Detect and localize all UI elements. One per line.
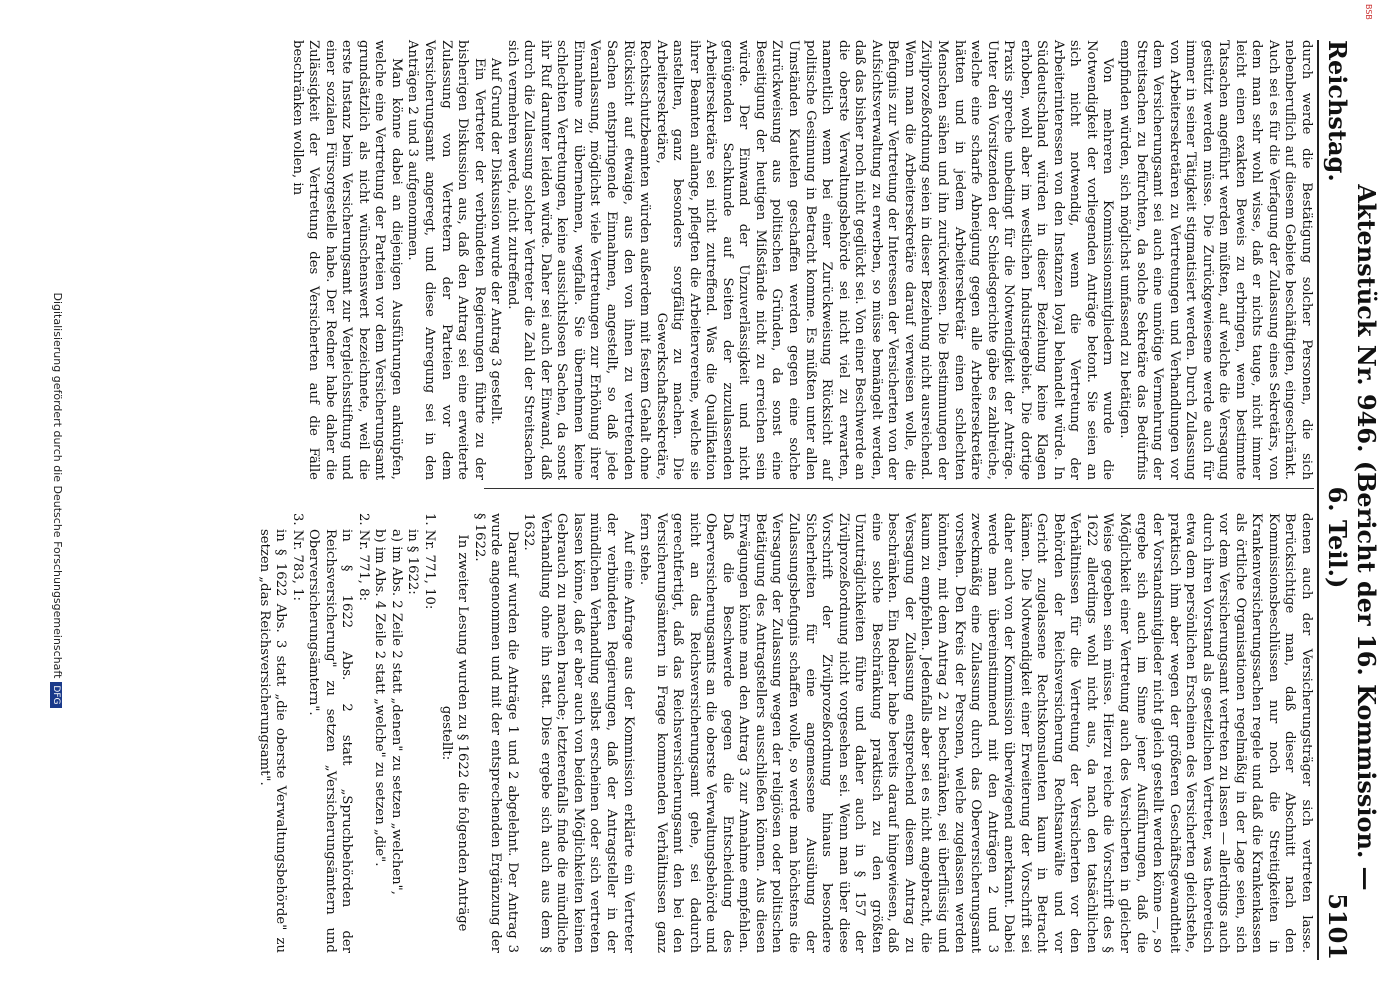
corner-mark: BSB: [1364, 4, 1373, 20]
paragraph: denen auch der Versicherungsträger sich vertreten lasse. Berücksichtige man, daß dieser Abschnitt nach den Kommissionsbeschlüssen nur noch die Streitigkeiten in Krankenversicherungssachen regele und daß die Krankenkassen als örtliche Organisationen regelmäßig in der Lage seien, sich vor dem Versicherungsamt vertreten zu lassen — allerdings auch durch ihren Vorstand als gesetzlichen Vertreter, was theoretisch etwa dem persönlichen Erscheinen des Versicherten gleichstehe, praktisch ihm aber wegen der größeren Geschäftsgewandtheit der Vorstandsmitglieder nicht gleich gestellt werden könne —, so ergebe sich auch im Sinne jener Ausführungen, daß die Möglichkeit einer Vertretung auch des Versicherten in gleicher Weise gegeben sein müsse. Hierzu reiche die Vorschrift des § 1622 allerdings wohl nicht aus, da nach den tatsächlichen Verhältnissen für die Vertretung der Versicherten vor den Behörden der Reichsversicherung Rechtsanwälte und vor Gericht zugelassene Rechtskonsulenten kaum in Betracht kämen. Die Notwendigkeit einer Erweiterung der Vorschrift sei daher auch von der Kommission überwiegend anerkannt. Dabei werde man übereinstimmend mit den Anträgen 2 und 3 zweckmäßig eine Zulassung durch das Oberversicherungsamt vorsehen. Den Kreis der Personen, welche zugelassen werden könnten, mit dem Antrag 2 zu beschränken, sei überflüssig und kaum zu empfehlen. Jedenfalls aber sei es nicht angebracht, die Versagung der Zulassung entsprechend diesem Antrag zu beschränken. Ein Redner habe bereits darauf hingewiesen, daß eine solche Beschränkung praktisch zu den größten Unzuträglichkeiten führe und daher auch in § 157 der Zivilprozeßordnung nicht vorgesehen sei. Wenn man über diese Vorschrift der Zivilprozeßordnung hinaus besondere Sicherheiten für eine angemessene Ausübung der Zulassungsbefugnis schaffen wolle, so werde man höchstens die Versagung der Zulassung wegen der religiösen oder politischen Betätigung des Antragstellers ausschließen können. Aus diesen Erwägungen könne man den Antrag 3 zur Annahme empfehlen. Daß die Beschwerde gegen die Entscheidung des Oberversicherungsamts an die oberste Verwaltungsbehörde und nicht an das Reichsversicherungsamt gehe, sei dadurch gerechtfertigt, daß das Reichsversicherungsamt den bei den Versicherungsämtern in Frage kommenden Verhältnissen ganz fern stehe.: [637, 513, 1314, 953]
amendment-item: 2. Nr. 771, 8:: [355, 513, 371, 601]
paragraph: In zweiter Lesung wurden zu § 1622 die folgenden Anträge gestellt:: [438, 534, 471, 932]
paragraph: Man könne dabei an diejenigen Ausführungen anknüpfen, welche eine Vertretung der Parteien vor dem Versicherungsamt grundsätzlich als nicht wünschenswert bezeichnete, weil die erste Instanz beim Versicherungsamt zur Vergleichsstiftung und einer sozialen Fürsorgestelle habe. Der Redner habe daher die Zulässigkeit der Vertretung des Versicherten auf die Fälle beschränken wollen, in: [289, 40, 404, 480]
paragraph: Von mehreren Kommissionsmitgliedern wurde die Notwendigkeit der vorliegenden Anträge betont. Sie seien an sich nicht notwendig, wenn die Vertretung der Arbeiterinteressen von den Instanzen loyal behandelt würde. In Süddeutschland würden in dieser Beziehung keine Klagen erhoben, wohl aber im westlichen Industriegebiet. Die dortige Praxis spreche unbedingt für die Notwendigkeit der Anträge. Unter den Vorsitzenden der Schiedsgerichte gäbe es zahlreiche, welche eine scharfe Abneigung gegen alle Arbeitersekretäre hätten und in jedem Arbeitersekretär einen schlechten Menschen sähen und ihn zurückwiesen. Die Bestimmungen der Zivilprozeßordnung seien in dieser Beziehung nicht ausreichend. Wenn man die Arbeitersekretäre darauf verweisen wolle, die Befugnis zur Vertretung der Interessen der Versicherten von der Aufsichtsverwaltung zu erwerben, so müsse bemängelt werden, daß das bisher noch nicht geglückt sei. Von einer Beschwerde an die oberste Verwaltungsbehörde sei nicht viel zu erwarten, namentlich wenn bei einer Zurückweisung Rücksicht auf politische Gesinnung in Betracht komme. Es müßten unter allen Umständen Kautelen geschaffen werden gegen eine solche Zurückweisung aus politischen Gründen, da sonst eine Beseitigung der heutigen Mißstände nicht zu erreichen sein würde. Der Einwand der Unzuverlässigkeit und nicht genügenden Sachkunde auf Seiten der zuzulassenden Arbeitersekretäre sei nicht zutreffend. Was die Qualifikation ihrer Beamten anlange, pflegten die Arbeitervereine, welche sie anstellten, ganz besonders sorgfältig zu machen. Die Arbeitersekretäre, Gewerkschaftssekretäre, Rechtsschutzbeamten würden außerdem mit festem Gehalt ohne Rücksicht auf etwaige, aus den von ihnen zu vertretenden Sachen entspringende Einnahmen, angestellt, so daß jede Veranlassung, möglichst viele Vertretungen zur Erhöhung ihrer Einnahme zu übernehmen, wegfalle. Sie übernehmen keine schlechten Vertretungen, keine aussichtslosen Sachen, da sonst ihr Ruf darunter leiden würde. Daher sei auch der Einwand, daß durch die Zulassung solcher Vertreter die Zahl der Streitsachen sich vermehren werde, nicht zutreffend.: [504, 40, 1116, 480]
amendment-item: in § 1622 Abs. 2 statt „Spruchbehörden der Reichsversicherung" zu setzen „Versicherungsämtern und Oberversicherungsämtern".: [306, 529, 355, 953]
right-column: [255, 513, 1314, 953]
dfg-logo: DFG: [50, 682, 62, 707]
digitization-footer: [50, 0, 64, 1000]
footer-text: Digitalisierung gefördert durch die Deutsche Forschungsgemeinschaft: [51, 292, 64, 679]
header-center: Aktenstück Nr. 946. (Bericht der 16. Kommission. — 6. Teil.): [1323, 184, 1381, 891]
paragraph: Auf eine Anfrage aus der Kommission erklärte ein Vertreter der verbündeten Regierungen, daß der Antragsteller in der mündlichen Verhandlung selbst erscheinen oder sich vertreten lassen könne, daß er aber auch von beiden Möglichkeiten keinen Gebrauch zu machen brauche; letzterenfalls finde die mündliche Verhandlung ohne ihn statt. Dies ergebe sich auch aus dem § 1632.: [521, 513, 636, 953]
amendment-item: b) im Abs. 4 Zeile 2 statt „welche" zu setzen „die".: [372, 529, 388, 867]
left-column: [288, 40, 1314, 480]
amendment-item: 3. Nr. 783, 1:: [289, 513, 305, 601]
amendment-item: in § 1622 Abs. 3 statt „die oberste Verwaltungsbehörde" zu setzen „das Reichsversicherungsamt".: [256, 529, 289, 953]
header-left: Reichstag.: [1323, 40, 1352, 182]
column-divider: [484, 488, 1314, 489]
page-number: 5101: [1323, 893, 1352, 960]
amendment-item: in § 1622:: [405, 529, 421, 595]
paragraph: Ein Vertreter der verbündeten Regierungen führte zu der bisherigen Diskussion aus, daß den Antrag sei eine erweiterte Zulassung von Vertretern der Parteien vor dem Versicherungsamt angeregt, und diese Anregung sei in den Anträgen 2 und 3 aufgenommen.: [405, 40, 487, 480]
amendment-item: 1. Nr. 771, 10:: [422, 513, 438, 610]
paragraph: durch werde die Bestätigung solcher Personen, die sich nebenberuflich auf diesem Gebiete beschäftigten, eingeschränkt. Auch sei es für die Verfagung der Zulassung eines Sekretärs, von dem man sehr wohl wisse, daß er nichts tauge, nicht immer leicht einen exakten Beweis zu erbringen, wenn bestimmte Tatsachen angeführt werden müßten, auf welche die Versagung gestützt werden müsse. Die Zurückgewiesene werde auch für immer in seiner Tätigkeit stigmatisiert werden. Durch Zulassung von Arbeitersekretären zu Vertretungen und Verhandlungen vor dem Versicherungsamt sei auch eine unnötige Vermehrung der Streitsachen zu befürchten, da solche Sekretäre das Bedürfnis empfinden würden, sich möglichst umfassend zu betätigen.: [1116, 40, 1314, 480]
paragraph: Darauf wurden die Anträge 1 und 2 abgelehnt. Der Antrag 3 wurde angenommen und mit der entsprechenden Ergänzung der § 1622.: [471, 513, 520, 953]
page-header: [1317, 40, 1381, 960]
amendment-item: a) im Abs. 2 Zeile 2 statt „denen" zu setzen „welchen",: [388, 529, 404, 895]
paragraph: Auf Grund der Diskussion wurde der Antrag 3 gestellt.: [488, 58, 504, 425]
